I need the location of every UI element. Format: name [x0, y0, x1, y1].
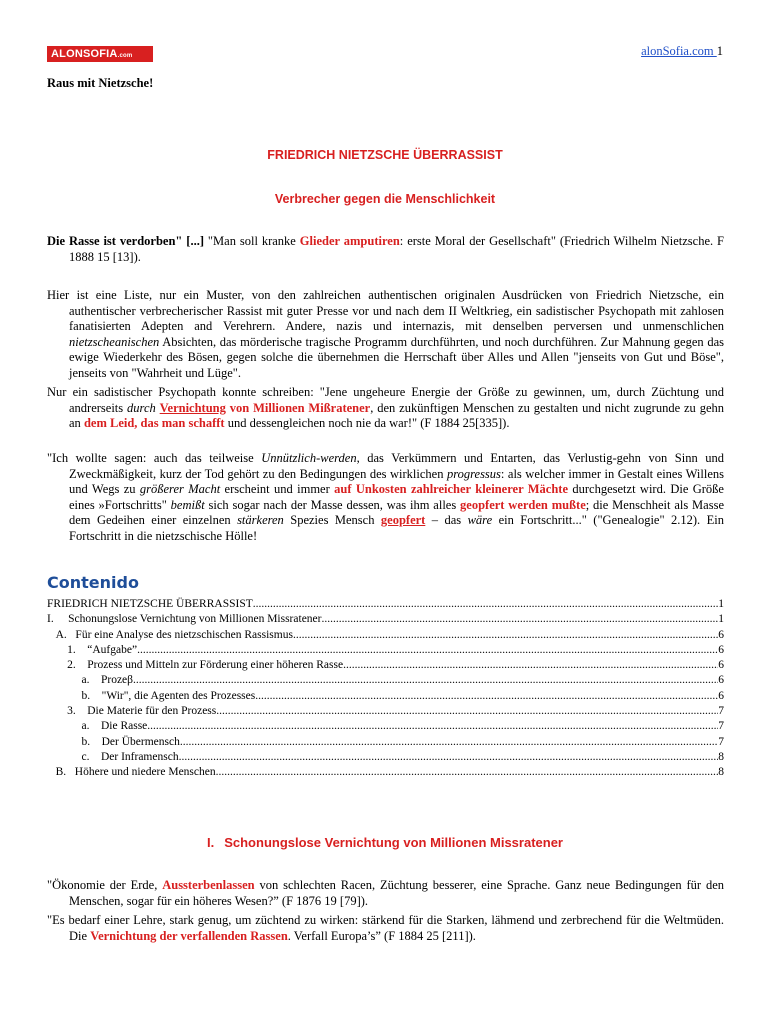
- toc-entry[interactable]: [47, 658, 724, 673]
- p4-highlight-underline: geopfert: [380, 513, 426, 527]
- toc-entry[interactable]: [47, 689, 724, 704]
- toc-entry-page: 6: [718, 643, 724, 656]
- toc-entry[interactable]: [47, 765, 724, 780]
- toc-entry-page: 6: [718, 689, 724, 702]
- toc-leader: [255, 689, 718, 704]
- p4-text: Spezies Mensch: [283, 513, 381, 527]
- p4-text: "Ich wollte sagen: auch das teilweise: [47, 451, 262, 465]
- toc-leader: [147, 719, 718, 734]
- toc-entry-label: B. Höhere und niedere Menschen: [47, 766, 216, 779]
- p4-text: sich sogar nach der Masse dessen, was ihm alles: [204, 497, 461, 512]
- toc-leader: [179, 750, 719, 765]
- page-number: 1: [716, 44, 723, 58]
- p4-highlight: geopfert werden mußte: [460, 497, 586, 512]
- toc-entry-page: 8: [718, 766, 724, 779]
- toc-entry[interactable]: [47, 719, 724, 734]
- toc-entry[interactable]: [47, 704, 724, 719]
- toc-entry-page: 8: [718, 750, 724, 763]
- p1-text-end: : erste Moral der Gesellschaft" (Friedrich Wilhelm Nietzsche. F 1888 15 [13]).: [69, 234, 725, 264]
- toc-entry[interactable]: [47, 628, 724, 643]
- p4-text-end: ein Fortschritt..." ("Genealogie" 2.12). Ein Fortschritt in die nietzschische Hölle!: [69, 513, 724, 543]
- q2-text: "Es bedarf einer Lehre, stark genug, um züchtend zu wirken: stärkend für die Starken, lähmend und zerbrechend für die Weltmüden. Die: [47, 913, 724, 943]
- site-logo[interactable]: [47, 46, 153, 62]
- toc-entry[interactable]: [47, 643, 724, 658]
- toc-entry-page: 1: [718, 598, 724, 610]
- p4-emphasis: wäre: [467, 513, 493, 527]
- toc-entry-page: 6: [718, 628, 724, 641]
- toc-leader: [133, 673, 718, 688]
- toc-entry-label: A. Für eine Analyse des nietzschischen Rassismus: [47, 628, 293, 641]
- q1-text: "Ökonomie der Erde,: [47, 878, 163, 892]
- p4-emphasis: bemißt: [170, 497, 205, 512]
- toc-entry[interactable]: [47, 673, 724, 688]
- toc-entry-page: 6: [718, 659, 724, 672]
- paragraph-2: [47, 288, 724, 381]
- toc-entry-label: b. Der Übermensch: [47, 735, 180, 748]
- toc-leader: [216, 765, 719, 780]
- toc-entry-page: 7: [718, 705, 724, 718]
- p1-bold: Die Rasse ist verdorben" [...]: [47, 234, 204, 248]
- toc-leader: [137, 643, 718, 658]
- section-number: I.: [206, 835, 215, 850]
- toc-leader: [293, 628, 718, 643]
- p4-text: , das Verkümmern und Entarten, das Verlustig-gehn von Sinn und Zweckmäßigkeit, kurz der Tod gehört zu den Bedingungen des wirklichen: [69, 451, 724, 481]
- p4-emphasis: größerer Macht: [139, 482, 221, 496]
- toc-leader: [321, 612, 718, 627]
- p3-highlight-underline: Vernichtung: [159, 400, 226, 415]
- q1-text-end: von schlechten Racen, Züchtung besserer, eine Sprache. Ganz neue Bedingungen für den Menschen, sogar für ein höheres Wesen?” (F 1876 19 [79]).: [69, 878, 724, 908]
- section-heading: [0, 835, 770, 850]
- p2-emphasis: nietzscheanischen: [69, 334, 160, 349]
- table-of-contents: [47, 597, 724, 781]
- quote-1: [47, 878, 724, 909]
- site-link[interactable]: alonSofia.com: [641, 44, 717, 58]
- toc-entry[interactable]: [47, 597, 724, 612]
- paragraph-1: [47, 234, 724, 265]
- document-subtitle: Verbrecher gegen die Menschlichkeit: [274, 192, 496, 206]
- page-header-right: [641, 44, 723, 59]
- q2-highlight: Vernichtung der verfallenden Rassen: [90, 928, 288, 943]
- p1-text: "Man soll kranke: [204, 234, 300, 248]
- toc-entry-page: 7: [718, 735, 724, 748]
- p3-text: Nur ein sadistischer Psychopath konnte schreiben: "Jene ungeheure Energie der Größe zu gewinnen, um, durch Züchtung und andrerseits: [47, 385, 724, 415]
- toc-entry[interactable]: [47, 612, 724, 627]
- document-title: FRIEDRICH NIETZSCHE ÜBERRASSIST: [267, 148, 503, 162]
- doc-heading: Raus mit Nietzsche!: [47, 76, 154, 90]
- toc-title: Contenido: [47, 573, 139, 592]
- p3-highlight: von Millionen Mißratener: [229, 400, 371, 415]
- toc-entry-label: a. Prozeβ: [47, 674, 134, 687]
- p3-text-end: und dessengleichen noch nie da war!" (F 1884 25[335]).: [224, 416, 510, 430]
- toc-leader: [253, 597, 719, 612]
- toc-entry-label: 1. “Aufgabe”: [47, 643, 138, 656]
- section-title: Schonungslose Vernichtung von Millionen Missratener: [224, 835, 563, 850]
- p3-emphasis: durch: [127, 400, 156, 415]
- toc-entry-label: b. "Wir", die Agenten des Prozesses: [47, 689, 256, 702]
- p4-text: erscheint und immer: [220, 482, 335, 496]
- p4-text: – das: [425, 513, 468, 527]
- p4-text: ; die Menschheit als Masse dem Gedeihen einer einzelnen: [69, 497, 724, 527]
- paragraph-3: [47, 385, 724, 432]
- toc-entry-page: 6: [718, 674, 724, 687]
- p4-emphasis: progressus: [446, 466, 501, 481]
- p2-text-end: Absichten, das mörderische tragische Programm durchführten, und noch durchführen. Zur Mahnung gegen das ewige Wiederkehr des Bösen, gegen solche die übernehmen die Herrschaft über Alles und Allen "jenseits von Gut und Böse", jenseits von "Wahrheit und Lüge".: [69, 334, 724, 380]
- toc-leader: [216, 704, 718, 719]
- toc-entry-label: FRIEDRICH NIETZSCHE ÜBERRASSIST: [47, 598, 253, 610]
- toc-entry[interactable]: [47, 750, 724, 765]
- p3-highlight-2: dem Leid, das man schafft: [83, 416, 225, 430]
- q1-highlight: Aussterbenlassen: [162, 878, 255, 892]
- p3-text-mid: , den zukünftigen Menschen zu gestalten und nicht zugrunde zu gehn an: [69, 400, 725, 430]
- toc-entry-page: 1: [718, 613, 724, 626]
- p2-text: Hier ist eine Liste, nur ein Muster, von den zahlreichen authentischen originalen Ausdrücken von Friedrich Nietzsche, ein authentischer verbrecherischer Rassist mit guter Presse vor und nach dem II Weltkrieg, ein sadistischer Psychopath mit zahlosen fanatisierten Adepten and Verehrern. Andere, nazis und internazis, mit denselben perversen und unmenschlichen: [47, 288, 724, 333]
- p4-emphasis: Unnützlich-werden: [261, 451, 357, 465]
- toc-entry-label: c. Der Inframensch: [47, 750, 179, 763]
- quote-2: [47, 913, 724, 944]
- toc-entry-page: 7: [718, 720, 724, 733]
- toc-entry-label: a. Die Rasse: [47, 720, 148, 733]
- p1-highlight: Glieder amputiren: [299, 234, 400, 248]
- p4-text: durchgesetzt wird. Die Größe eines »Fortschritts": [69, 482, 724, 512]
- toc-entry[interactable]: [47, 735, 724, 750]
- logo-suffix: .com: [117, 53, 133, 59]
- q2-text-end: . Verfall Europa’s” (F 1884 25 [211]).: [287, 928, 476, 943]
- toc-entry-label: I. Schonungslose Vernichtung von Millionen Missratener: [47, 613, 322, 626]
- p4-text: : als welcher immer in Gestalt eines Willens und Wegs zu: [69, 466, 724, 496]
- p4-emphasis: stärkeren: [237, 513, 284, 527]
- p4-highlight: auf Unkosten zahlreicher kleinerer Mächte: [334, 482, 569, 496]
- toc-entry-label: 3. Die Materie für den Prozess: [47, 705, 217, 718]
- toc-leader: [343, 658, 718, 673]
- paragraph-4: [47, 451, 724, 544]
- toc-leader: [180, 735, 718, 750]
- logo-text: ALONSOFIA: [51, 48, 118, 60]
- toc-entry-label: 2. Prozess und Mitteln zur Förderung einer höheren Rasse: [47, 659, 344, 672]
